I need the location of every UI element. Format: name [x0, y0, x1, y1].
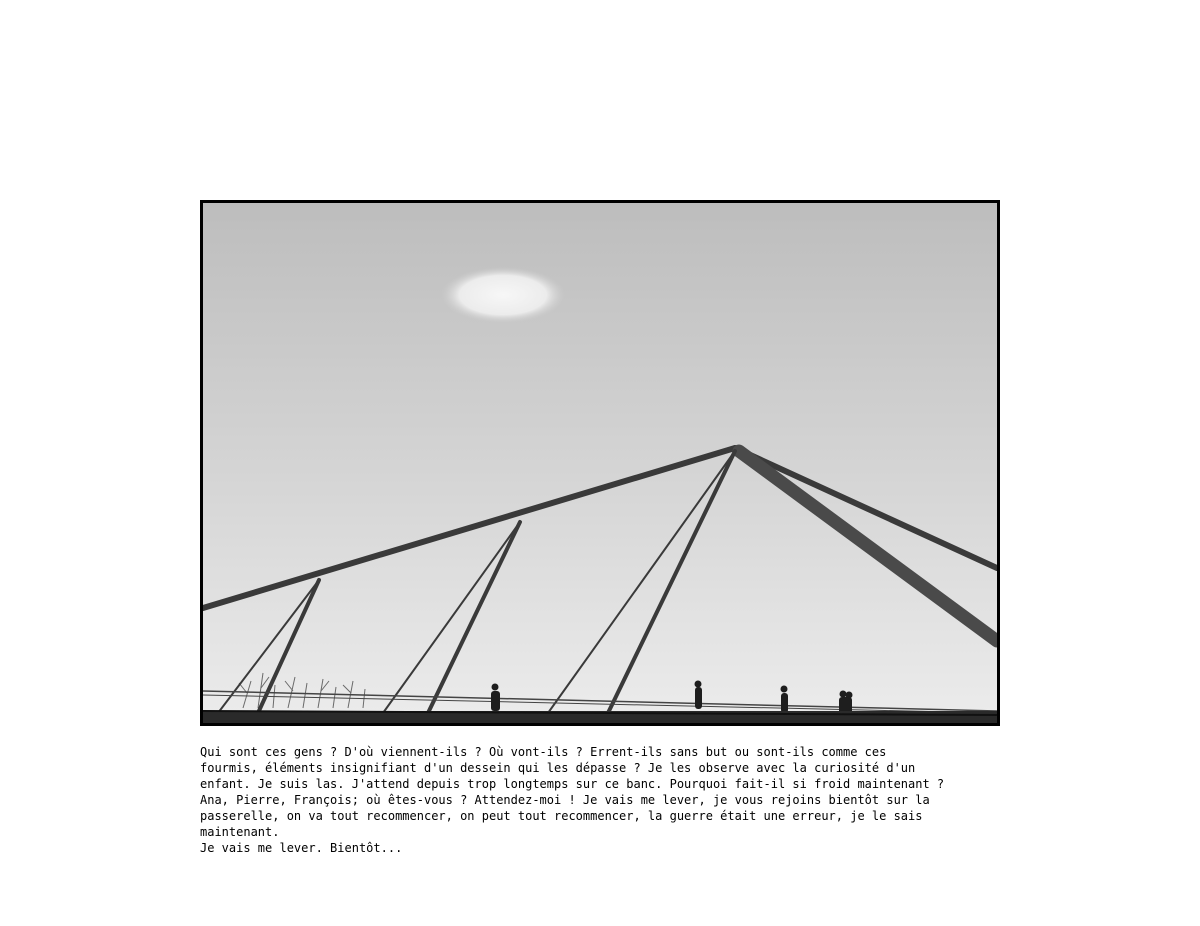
caption-line: Je vais me lever. Bientôt... [200, 841, 403, 855]
bridge-photograph [200, 200, 1000, 726]
caption-line: Ana, Pierre, François; où êtes-vous ? Attendez-moi ! Je vais me lever, je vous rejoins bientôt sur la [200, 793, 930, 807]
pedestrian [695, 687, 702, 709]
caption-line: enfant. Je suis las. J'attend depuis trop longtemps sur ce banc. Pourquoi fait-il si froid maintenant ? [200, 777, 945, 791]
pedestrian [781, 693, 788, 713]
caption-line: maintenant. [200, 825, 280, 839]
sky [203, 203, 997, 723]
cloud [441, 267, 565, 323]
caption-line: fourmis, éléments insignifiant d'un dessein qui les dépasse ? Je les observe avec la curiosité d'un [200, 761, 916, 775]
caption-text [200, 744, 1030, 856]
caption-line: Qui sont ces gens ? D'où viennent-ils ? Où vont-ils ? Errent-ils sans but ou sont-ils comme ces [200, 745, 887, 759]
caption-line: passerelle, on va tout recommencer, on peut tout recommencer, la guerre était une erreur, je le sais [200, 809, 923, 823]
pedestrian [491, 691, 500, 711]
bridge-photo-illustration [203, 203, 997, 723]
